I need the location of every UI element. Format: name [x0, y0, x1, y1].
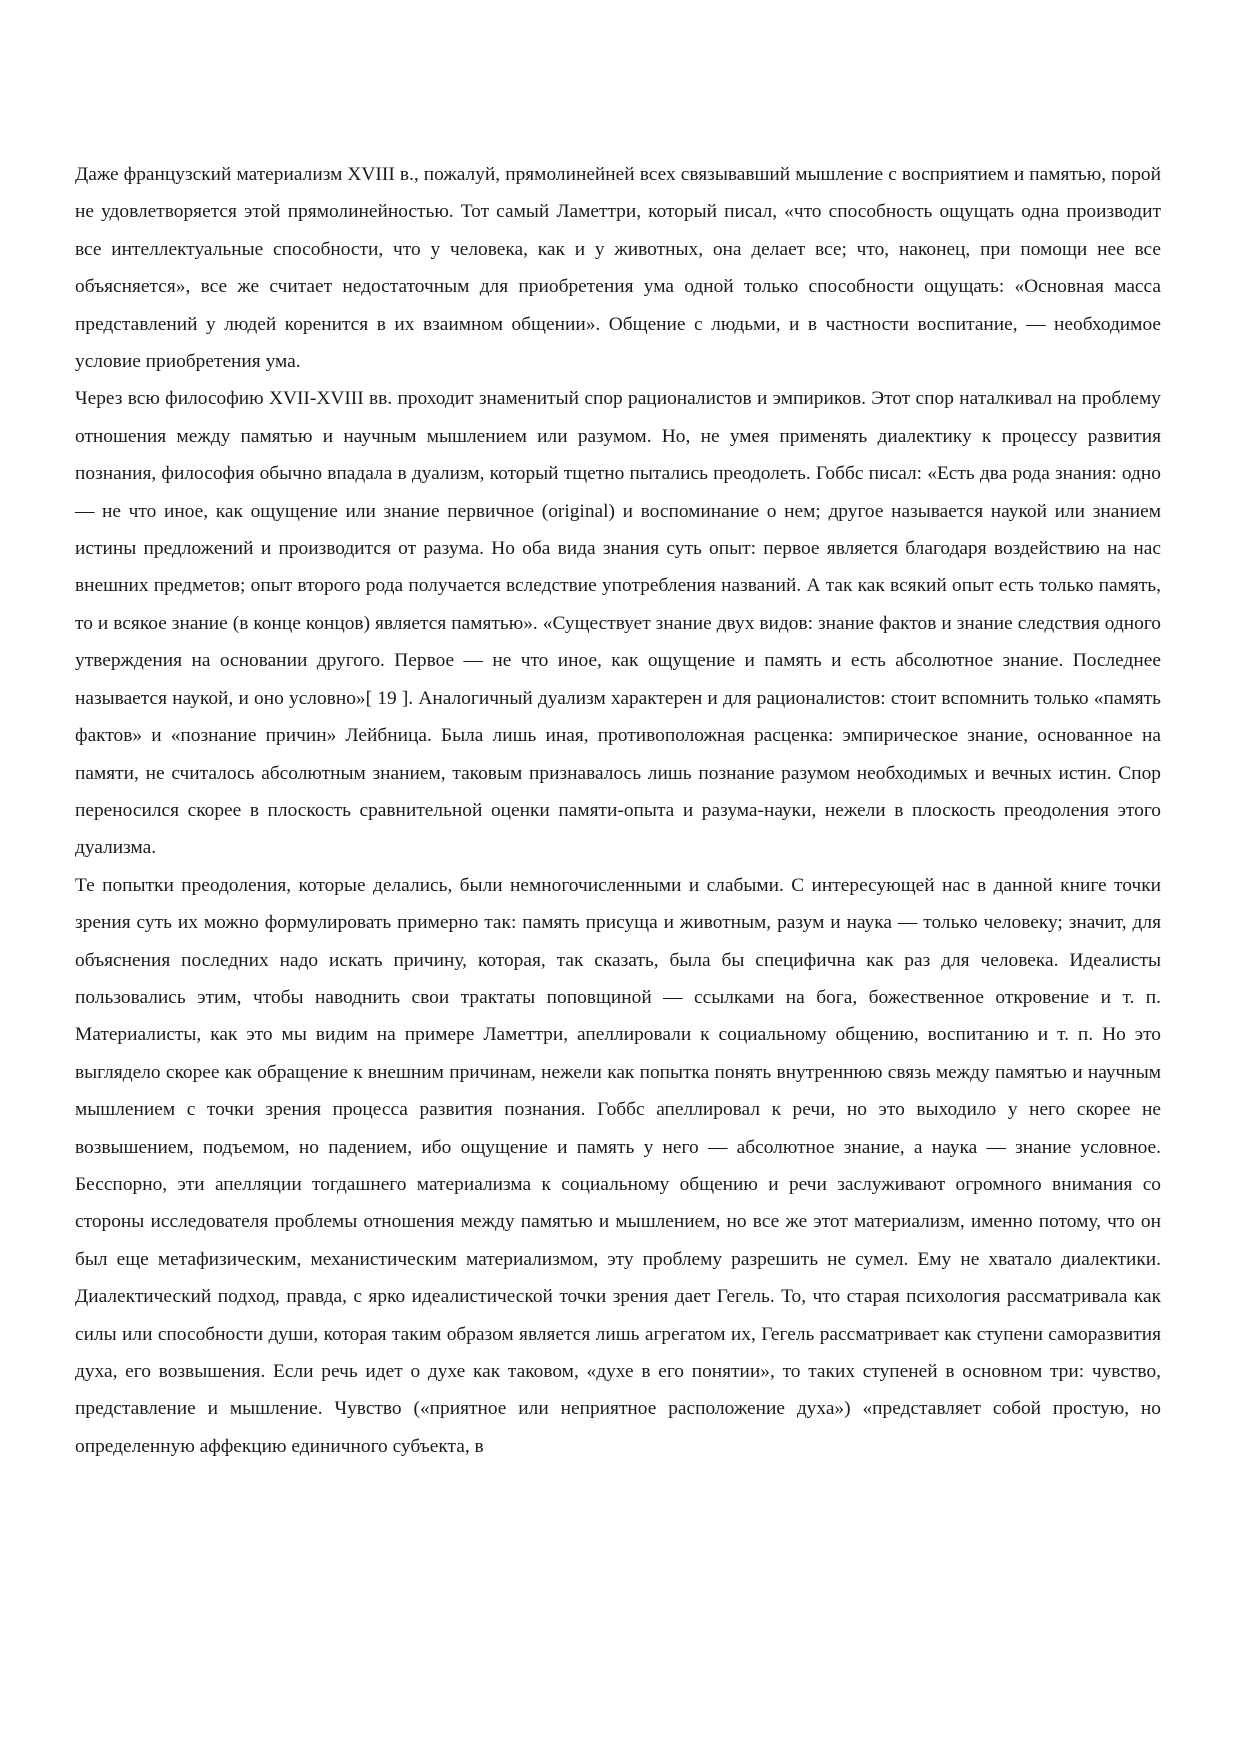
paragraph-rationalists-empiricists: Через всю философию XVII-XVIII вв. проходит знаменитый спор рационалистов и эмпириков. Этот спор наталкивал на проблему отношения между памятью и научным мышлением или разумом. Но, не умея применять диалектику к процессу развития познания, философия обычно впадала в дуализм, который тщетно пытались преодолеть. Гоббс писал: «Есть два рода знания: одно — не что иное, как ощущение или знание первичное (original) и воспоминание о нем; другое называется наукой или знанием истины предложений и производится от разума. Но оба вида знания суть опыт: первое является благодаря воздействию на нас внешних предметов; опыт второго рода получается вследствие употребления названий. А так как всякий опыт есть только память, то и всякое знание (в конце концов) является памятью». «Существует знание двух видов: знание фактов и знание следствия одного утверждения на основании другого. Первое — не что иное, как ощущение и память и есть абсолютное знание. Последнее называется наукой, и оно условно»[ 19 ]. Аналогичный дуализм характерен и для рационалистов: стоит вспомнить только «память фактов» и «познание причин» Лейбница. Была лишь иная, противоположная расценка: эмпирическое знание, основанное на памяти, не считалось абсолютным знанием, таковым признавалось лишь познание разумом необходимых и вечных истин. Спор переносился скорее в плоскость сравнительной оценки памяти-опыта и разума-науки, нежели в плоскость преодоления этого дуализма. — [75, 388, 1161, 859]
paragraph-lamettrie: Даже французский материализм XVIII в., пожалуй, прямолинейней всех связывавший мышление с восприятием и памятью, порой не удовлетворяется этой прямолинейностью. Тот самый Ламеттри, который писал, «что способность ощущать одна производит все интеллектуальные способности, что у человека, как и у животных, она делает все; что, наконец, при помощи нее все объясняется», все же считает недостаточным для приобретения ума одной только способности ощущать: «Основная масса представлений у людей коренится в их взаимном общении». Общение с людьми, и в частности воспитание, — необходимое условие приобретения ума. — [75, 164, 1161, 373]
document-page — [75, 156, 1161, 1465]
paragraph-attempts-overcoming: Те попытки преодоления, которые делались, были немногочисленными и слабыми. С интересующей нас в данной книге точки зрения суть их можно формулировать примерно так: память присуща и животным, разум и наука — только человеку; значит, для объяснения последних надо искать причину, которая, так сказать, была бы специфична как раз для человека. Идеалисты пользовались этим, чтобы наводнить свои трактаты поповщиной — ссылками на бога, божественное откровение и т. п. Материалисты, как это мы видим на примере Ламеттри, апеллировали к социальному общению, воспитанию и т. п. Но это выглядело скорее как обращение к внешним причинам, нежели как попытка понять внутреннюю связь между памятью и научным мышлением с точки зрения процесса развития познания. Гоббс апеллировал к речи, но это выходило у него скорее не возвышением, подъемом, но падением, ибо ощущение и память у него — абсолютное знание, а наука — знание условное. Бесспорно, эти апелляции тогдашнего материализма к социальному общению и речи заслуживают огромного внимания со стороны исследователя проблемы отношения между памятью и мышлением, но все же этот материализм, именно потому, что он был еще метафизическим, механистическим материализмом, эту проблему разрешить не сумел. Ему не хватало диалектики. Диалектический подход, правда, с ярко идеалистической точки зрения дает Гегель. То, что старая психология рассматривала как силы или способности души, которая таким образом является лишь агрегатом их, Гегель рассматривает как ступени саморазвития духа, его возвышения. Если речь идет о духе как таковом, «духе в его понятии», то таких ступеней в основном три: чувство, представление и мышление. Чувство («приятное или неприятное расположение духа») «представляет собой простую, но определенную аффекцию единичного субъекта, в — [75, 874, 1161, 1457]
